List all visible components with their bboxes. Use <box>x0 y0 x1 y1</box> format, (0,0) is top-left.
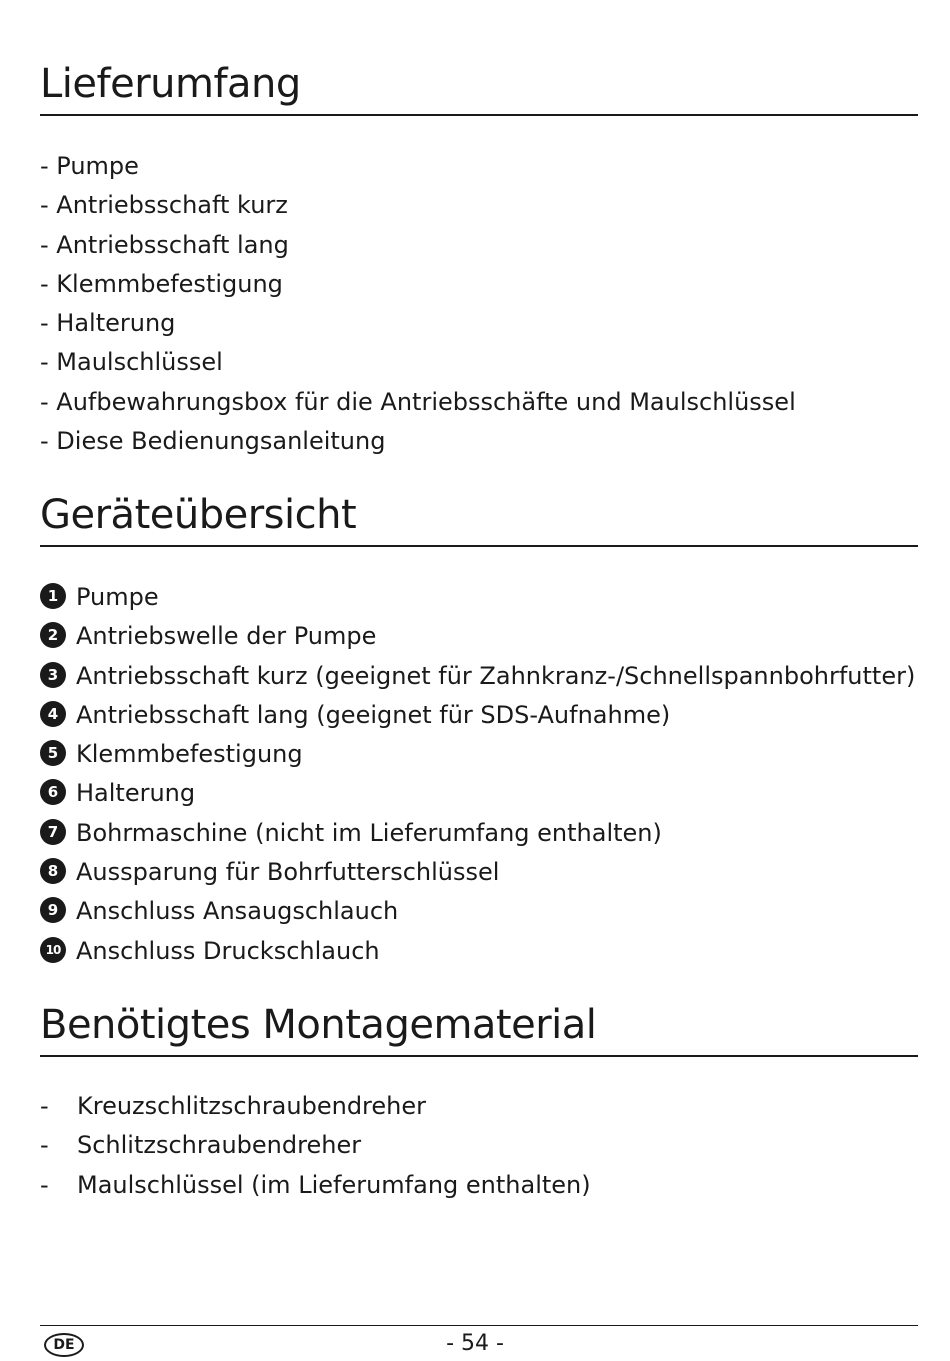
list-item: - Antriebsschaft lang <box>40 230 289 259</box>
list-item <box>40 657 915 696</box>
item-text: Aussparung für Bohrfutterschlüssel <box>76 858 500 887</box>
item-text: Bohrmaschine (nicht im Lieferumfang enthalten) <box>76 818 662 847</box>
list-item <box>40 696 915 735</box>
list-item <box>40 1166 591 1205</box>
montagematerial-list <box>40 1087 591 1205</box>
number-badge: 2 <box>40 622 66 648</box>
list-item <box>40 774 915 813</box>
list-item: - Klemmbefestigung <box>40 269 283 298</box>
list-dash: - <box>40 1092 49 1120</box>
list-item <box>40 1126 591 1165</box>
number-badge: 8 <box>40 858 66 884</box>
list-item: - Aufbewahrungsbox für die Antriebsschäfte und Maulschlüssel <box>40 387 796 416</box>
number-badge: 7 <box>40 819 66 845</box>
section-title-lieferumfang: Lieferumfang <box>40 64 918 116</box>
list-item <box>40 617 915 656</box>
item-text: Antriebsschaft kurz (geeignet für Zahnkranz-/Schnellspannbohrfutter) <box>76 661 916 690</box>
section-title-geraeteuebersicht: Geräteübersicht <box>40 495 918 547</box>
list-item: - Maulschlüssel <box>40 348 223 377</box>
number-badge: 1 <box>40 583 66 609</box>
list-item <box>40 932 915 971</box>
item-text: Maulschlüssel (im Lieferumfang enthalten) <box>77 1170 591 1199</box>
number-badge: 6 <box>40 779 66 805</box>
list-item <box>40 1087 591 1126</box>
item-text: Klemmbefestigung <box>76 740 303 769</box>
list-item <box>40 814 915 853</box>
list-item: - Pumpe <box>40 152 139 180</box>
item-text: Halterung <box>76 779 196 808</box>
footer-divider <box>40 1325 918 1326</box>
number-badge: 9 <box>40 897 66 923</box>
uebersicht-list <box>40 578 915 971</box>
number-badge: 3 <box>40 662 66 688</box>
number-badge: 4 <box>40 701 66 727</box>
list-item <box>40 578 915 617</box>
item-text: Kreuzschlitzschraubendreher <box>77 1092 426 1120</box>
item-text: Anschluss Druckschlauch <box>76 936 380 965</box>
list-dash: - <box>40 1170 49 1199</box>
item-text: Schlitzschraubendreher <box>77 1131 362 1160</box>
list-dash: - <box>40 1131 49 1160</box>
list-item <box>40 853 915 892</box>
item-text: Antriebsschaft lang (geeignet für SDS-Aufnahme) <box>76 700 671 729</box>
list-item: - Halterung <box>40 309 176 338</box>
item-text: Anschluss Ansaugschlauch <box>76 897 399 926</box>
list-item <box>40 735 915 774</box>
language-badge: DE <box>44 1333 84 1357</box>
number-badge: 5 <box>40 740 66 766</box>
list-item: - Antriebsschaft kurz <box>40 191 288 220</box>
lieferumfang-list <box>40 147 796 461</box>
list-item: - Diese Bedienungsanleitung <box>40 427 386 456</box>
page-number: - 54 - <box>446 1331 504 1356</box>
section-title-montagematerial: Benötigtes Montagematerial <box>40 1005 918 1057</box>
number-badge: 10 <box>40 937 66 963</box>
list-item <box>40 892 915 931</box>
item-text: Antriebswelle der Pumpe <box>76 622 377 651</box>
item-text: Pumpe <box>76 583 159 611</box>
